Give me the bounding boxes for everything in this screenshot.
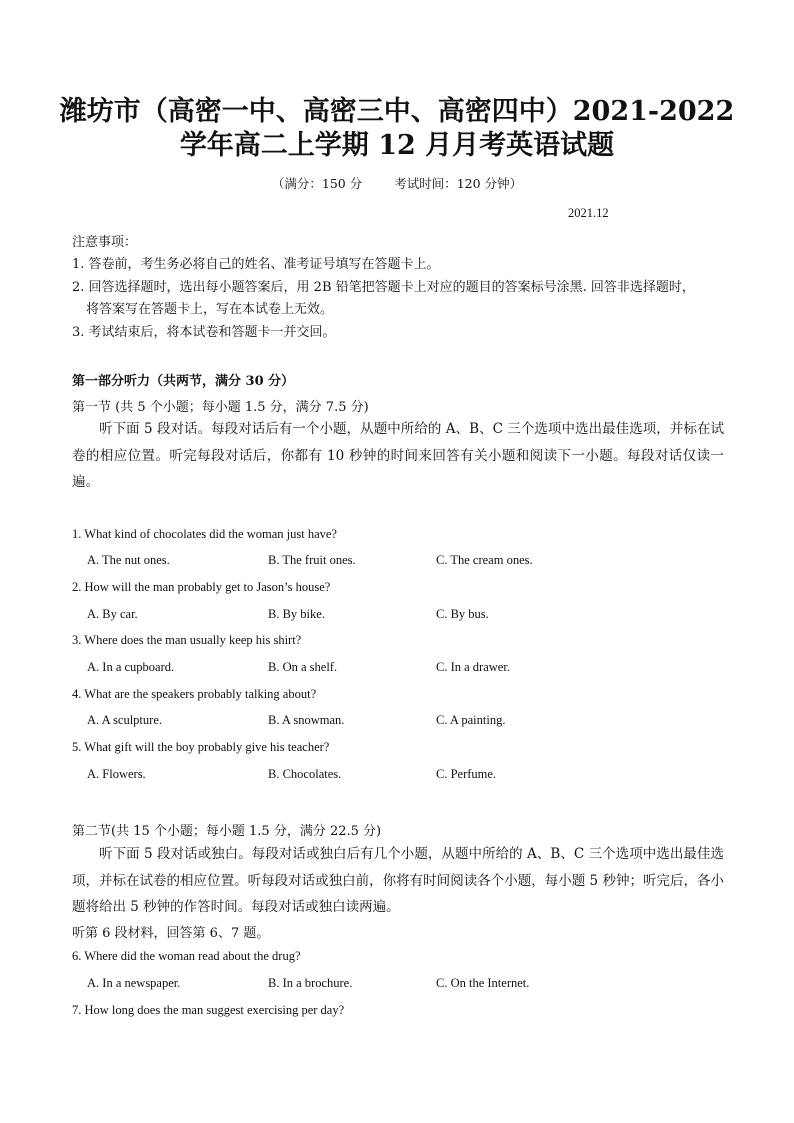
question-7: 7. How long does the man suggest exercising per day?	[72, 1003, 345, 1017]
question-3: 3. Where does the man usually keep his shirt?	[72, 633, 302, 647]
q6-option-b: B. In a brochure.	[268, 976, 353, 990]
q2-option-c: C. By bus.	[436, 607, 489, 621]
question-4: 4. What are the speakers probably talking about?	[72, 687, 317, 701]
question-1: 1. What kind of chocolates did the woman just have?	[72, 527, 337, 541]
section1-heading: 第一节 (共 5 个小题；每小题 1.5 分，满分 7.5 分)	[72, 400, 369, 415]
full-score: （满分：150 分	[271, 176, 363, 191]
section1-instructions-text: 听下面 5 段对话。每段对话后有一个小题，从题中所给的 A、B、C 三个选项中选出最佳选项，并标在试卷的相应位置。听完每段对话后，你都有 10 秒钟的时间来回答有关小题和阅读下一小题。每段对话仅读一遍。	[72, 421, 724, 490]
exam-title-line1: 潍坊市（高密一中、高密三中、高密四中）2021-2022	[59, 96, 735, 127]
notes-heading: 注意事项：	[72, 235, 138, 250]
q2-option-a: A. By car.	[87, 607, 138, 621]
section1-instructions	[72, 416, 724, 496]
q3-option-a: A. In a cupboard.	[87, 660, 175, 674]
q5-option-c: C. Perfume.	[436, 767, 497, 781]
q3-option-c: C. In a drawer.	[436, 660, 510, 674]
q2-option-b: B. By bike.	[268, 607, 325, 621]
note-item-1: 1. 答卷前，考生务必将自己的姓名、准考证号填写在答题卡上。	[72, 257, 440, 272]
note-item-2-continued: 将答案写在答题卡上，写在本试卷上无效。	[86, 302, 334, 317]
q4-option-b: B. A snowman.	[268, 713, 345, 727]
question-6: 6. Where did the woman read about the drug?	[72, 949, 301, 963]
note-item-2: 2. 回答选择题时，选出每小题答案后，用 2B 铅笔把答题卡上对应的题目的答案标号涂黑. 回答非选择题时，	[72, 280, 695, 295]
exam-time: 考试时间：120 分钟）	[394, 176, 523, 191]
section2-instructions	[72, 841, 724, 921]
question-5: 5. What gift will the boy probably give his teacher?	[72, 740, 330, 754]
q5-option-b: B. Chocolates.	[268, 767, 342, 781]
q1-option-c: C. The cream ones.	[436, 553, 533, 567]
exam-title-line2: 学年高二上学期 12 月月考英语试题	[179, 130, 615, 161]
q1-option-a: A. The nut ones.	[87, 553, 170, 567]
q5-option-a: A. Flowers.	[87, 767, 146, 781]
exam-date: 2021.12	[568, 206, 609, 220]
question-2: 2. How will the man probably get to Jason’s house?	[72, 580, 331, 594]
q3-option-b: B. On a shelf.	[268, 660, 338, 674]
q4-option-c: C. A painting.	[436, 713, 506, 727]
q1-option-b: B. The fruit ones.	[268, 553, 356, 567]
note-item-3: 3. 考试结束后，将本试卷和答题卡一并交回。	[72, 325, 336, 340]
section2-instructions-text: 听下面 5 段对话或独白。每段对话或独白后有几个小题，从题中所给的 A、B、C 三个选项中选出最佳选项，并标在试卷的相应位置。听每段对话或独白前，你将有时间阅读各个小题，每小题 5 秒钟；听完后，各小题将给出 5 秒钟的作答时间。每段对话或独白读两遍。	[72, 846, 724, 915]
q4-option-a: A. A sculpture.	[87, 713, 162, 727]
q6-option-a: A. In a newspaper.	[87, 976, 181, 990]
part1-heading: 第一部分听力（共两节，满分 30 分）	[72, 374, 295, 389]
q6-option-c: C. On the Internet.	[436, 976, 530, 990]
material6-instruction: 听第 6 段材料，回答第 6、7 题。	[72, 926, 270, 941]
exam-info	[0, 174, 794, 192]
section2-heading: 第二节(共 15 个小题；每小题 1.5 分，满分 22.5 分)	[72, 824, 382, 839]
